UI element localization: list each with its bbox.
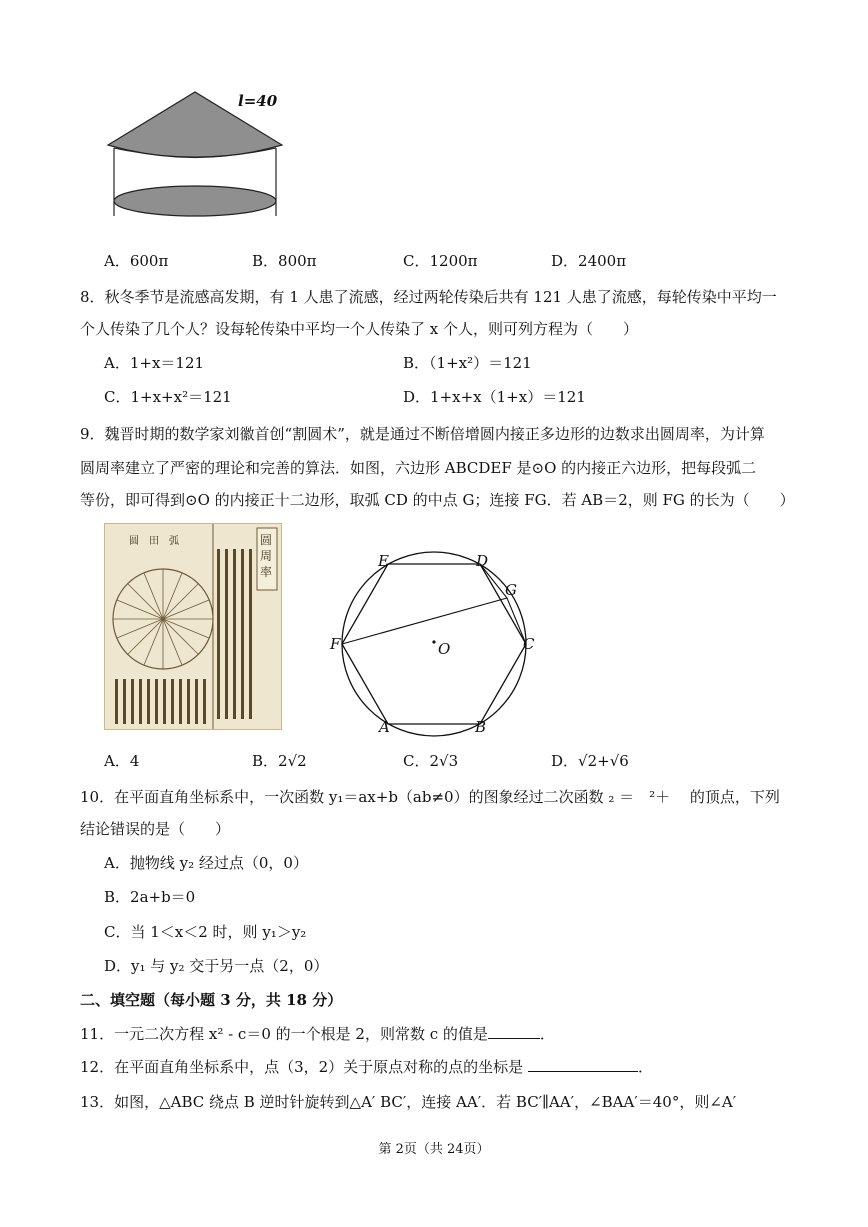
- q10-stem-line2: 结论错误的是（ ）: [80, 820, 231, 838]
- slant-length-label: l=40: [238, 92, 278, 110]
- cone-cylinder-figure: [100, 88, 290, 238]
- point-g-label: G: [505, 581, 517, 599]
- q10-option-d[interactable]: D．y₁ 与 y₂ 交于另一点（2，0）: [104, 957, 329, 975]
- point-b-label: B: [475, 718, 487, 736]
- q10-option-c[interactable]: C．当 1＜x＜2 时，则 y₁＞y₂: [104, 923, 307, 941]
- q11-text: 11．一元二次方程 x² - c＝0 的一个根是 2，则常数 c 的值是: [80, 1025, 488, 1043]
- q10-option-a[interactable]: A．抛物线 y₂ 经过点（0，0）: [104, 854, 308, 872]
- q10-stem-part3: 的顶点，下列: [685, 788, 780, 806]
- point-f-label: F: [330, 635, 341, 653]
- q10-stem-part2: ₂ ＝ ²＋: [608, 788, 686, 806]
- point-d-label: D: [476, 552, 489, 570]
- page-footer: 第 2页（共 24页）: [378, 1142, 490, 1157]
- q9-option-c[interactable]: C．2√3: [403, 752, 459, 770]
- q9-option-b[interactable]: B．2√2: [252, 752, 307, 770]
- q12-text-end: ．: [637, 1058, 653, 1076]
- point-e-label: E: [378, 552, 389, 570]
- hexagon-circle-figure: [320, 545, 550, 745]
- q7-option-d[interactable]: D．2400π: [551, 252, 627, 270]
- q9-stem-line2: 圆周率建立了严密的理论和完善的算法．如图，六边形 ABCDEF 是⊙O 的内接正六边形，把每段弧二: [80, 459, 757, 477]
- q11-text-end: ．: [539, 1025, 555, 1043]
- q8-stem-line1: 8．秋冬季节是流感高发期，有 1 人患了流感，经过两轮传染后共有 121 人患了流感，每轮传染中平均一: [80, 288, 777, 306]
- photo-header-text: 圆 田 弧: [129, 536, 179, 547]
- q12-answer-blank[interactable]: [528, 1057, 638, 1072]
- q11-answer-blank[interactable]: [488, 1024, 540, 1039]
- ancient-text-illustration: [105, 524, 281, 729]
- ancient-text-photo: [104, 523, 282, 730]
- q9-option-d[interactable]: D．√2+√6: [551, 752, 629, 770]
- point-a-label: A: [379, 718, 390, 736]
- q10-stem-line1: [80, 787, 780, 807]
- q7-option-a[interactable]: A．600π: [104, 252, 169, 270]
- q10-stem-part1: 10．在平面直角坐标系中，一次函数 y₁＝ax+b（ab≠0）的图象经过二次函数: [80, 788, 609, 806]
- q8-stem-line2: 个人传染了几个人？设每轮传染中平均一个人传染了 x 个人，则可列方程为（ ）: [80, 320, 638, 338]
- q8-option-d[interactable]: D．1+x+x（1+x）＝121: [403, 388, 586, 406]
- q8-option-a[interactable]: A．1+x＝121: [104, 354, 205, 372]
- q9-stem-line3: 等份，即可得到⊙O 的内接正十二边形，取弧 CD 的中点 G；连接 FG．若 AB＝2，则 FG 的长为（ ）: [80, 491, 795, 509]
- photo-title-text: 圆周率: [260, 533, 273, 579]
- q13-stem: 13．如图，△ABC 绕点 B 逆时针旋转到△A′ BC′，连接 AA′．若 BC′∥AA′，∠BAA′＝40°，则∠A′: [80, 1093, 737, 1111]
- q10-option-b[interactable]: B．2a+b＝0: [104, 888, 196, 906]
- q7-option-c[interactable]: C．1200π: [403, 252, 478, 270]
- q12-stem: [80, 1057, 653, 1077]
- q9-stem-line1: 9．魏晋时期的数学家刘徽首创“割圆术”，就是通过不断倍增圆内接正多边形的边数求出圆周率，为计算: [80, 425, 765, 443]
- q9-option-a[interactable]: A．4: [104, 752, 140, 770]
- q12-text: 12．在平面直角坐标系中，点（3，2）关于原点对称的点的坐标是: [80, 1058, 528, 1076]
- q11-stem: [80, 1024, 555, 1044]
- q7-option-b[interactable]: B．800π: [252, 252, 317, 270]
- q8-option-b[interactable]: B．（1+x²）＝121: [403, 354, 532, 372]
- point-c-label: C: [523, 635, 535, 653]
- section-title: 二、填空题（每小题 3 分，共 18 分）: [80, 991, 343, 1009]
- q8-option-c[interactable]: C．1+x+x²＝121: [104, 388, 232, 406]
- point-o-label: O: [438, 640, 451, 658]
